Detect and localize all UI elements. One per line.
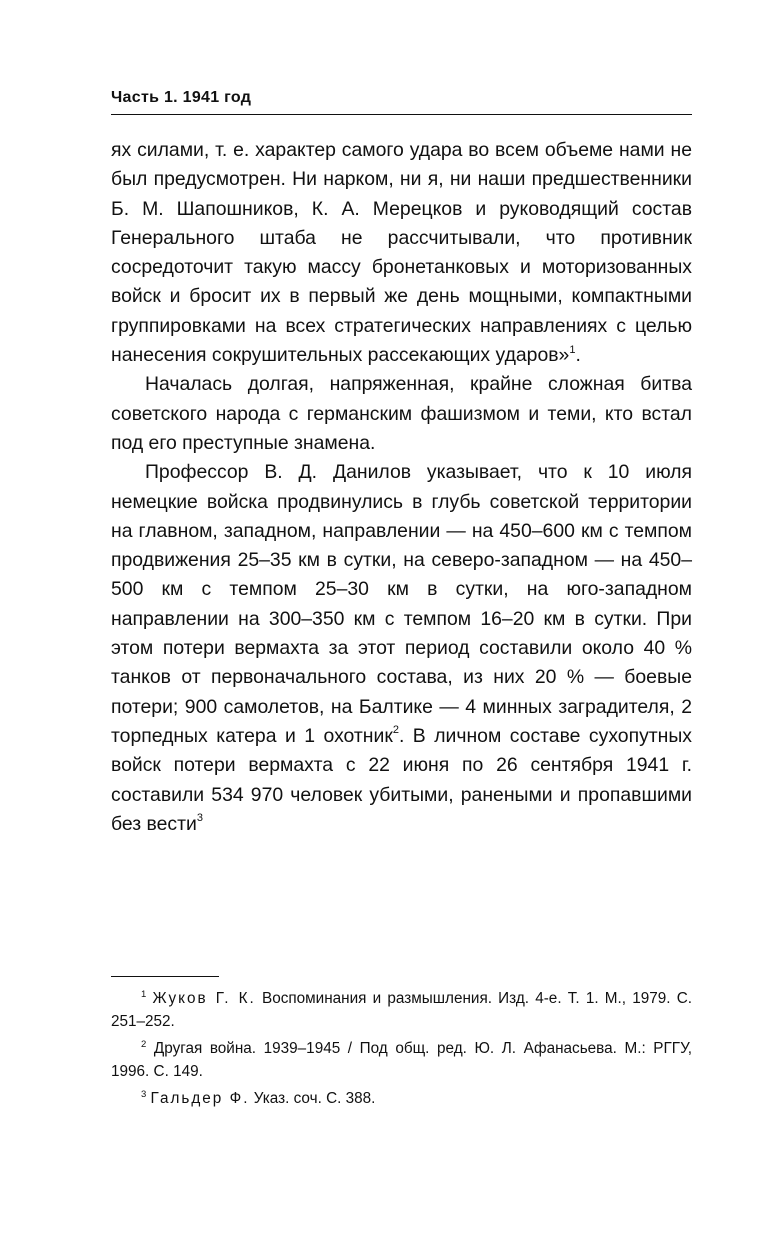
paragraph-3 <box>111 458 692 839</box>
running-head: Часть 1. 1941 год <box>111 89 252 106</box>
footnote-author: Гальдер Ф. <box>150 1090 250 1107</box>
footnotes <box>111 988 692 1116</box>
main-text <box>111 136 692 839</box>
footnote-text: Указ. соч. С. 388. <box>249 1090 376 1107</box>
paragraph-text: ях силами, т. е. характер самого удара во всем объеме нами не был предусмотрен. Ни нарком, ни я, ни наши предшественники Б. М. Шапошников, К. А. Мерецков и руководящий состав Генерального штаба не рассчитывали, что противник сосредоточит такую массу бронетанковых и моторизованных войск и бросит их в первый же день мощными, компактными группировками на всех стратегических направлениях с целью нанесения сокрушительных рассекающих ударов» <box>111 139 692 367</box>
footnote-ref-3[interactable]: 3 <box>196 812 203 825</box>
paragraph-tail: . <box>575 344 581 367</box>
footnote-number: 3 <box>141 1088 147 1100</box>
paragraph-1 <box>111 136 692 370</box>
footnote-author: Жуков Г. К. <box>152 990 256 1007</box>
footnote-number: 2 <box>141 1038 147 1050</box>
footnote-2 <box>111 1038 692 1083</box>
header-rule <box>111 114 692 115</box>
footnote-1 <box>111 988 692 1033</box>
footnote-ref-2[interactable]: 2 <box>392 724 399 737</box>
footnote-rule <box>111 976 219 977</box>
paragraph-text: Началась долгая, напряженная, крайне сложная битва советского народа с германским фашизмом и теми, кто встал под его преступные знамена. <box>111 373 692 454</box>
paragraph-2 <box>111 370 692 458</box>
footnote-text: Другая война. 1939–1945 / Под общ. ред. Ю. Л. Афанасьева. М.: РГГУ, 1996. С. 149. <box>111 1040 692 1080</box>
footnote-3 <box>111 1088 692 1111</box>
paragraph-text: Профессор В. Д. Данилов указывает, что к 10 июля немецкие войска продвинулись в глубь советской территории на главном, западном, направлении — на 450–600 км с темпом продвижения 25–35 км в сутки, на северо-западном — на 450–500 км с темпом 25–30 км в сутки, на юго-западном направлении на 300–350 км с темпом 16–20 км в сутки. При этом потери вермахта за этот период составили около 40 % танков от первоначального состава, из них 20 % — боевые потери; 900 самолетов, на Балтике — 4 минных заградителя, 2 торпедных катера и 1 охотник <box>111 461 692 747</box>
paragraph-text: . В личном составе сухопутных войск потери вермахта с 22 июня по 26 сентября 1941 г. составили 534 970 человек убитыми, ранеными и пропавшими без вести <box>111 724 692 835</box>
footnote-number: 1 <box>141 988 147 1000</box>
footnote-ref-1[interactable]: 1 <box>569 343 576 356</box>
footnote-text: Воспоминания и размышления. Изд. 4-е. Т. 1. М., 1979. С. 251–252. <box>111 990 693 1030</box>
